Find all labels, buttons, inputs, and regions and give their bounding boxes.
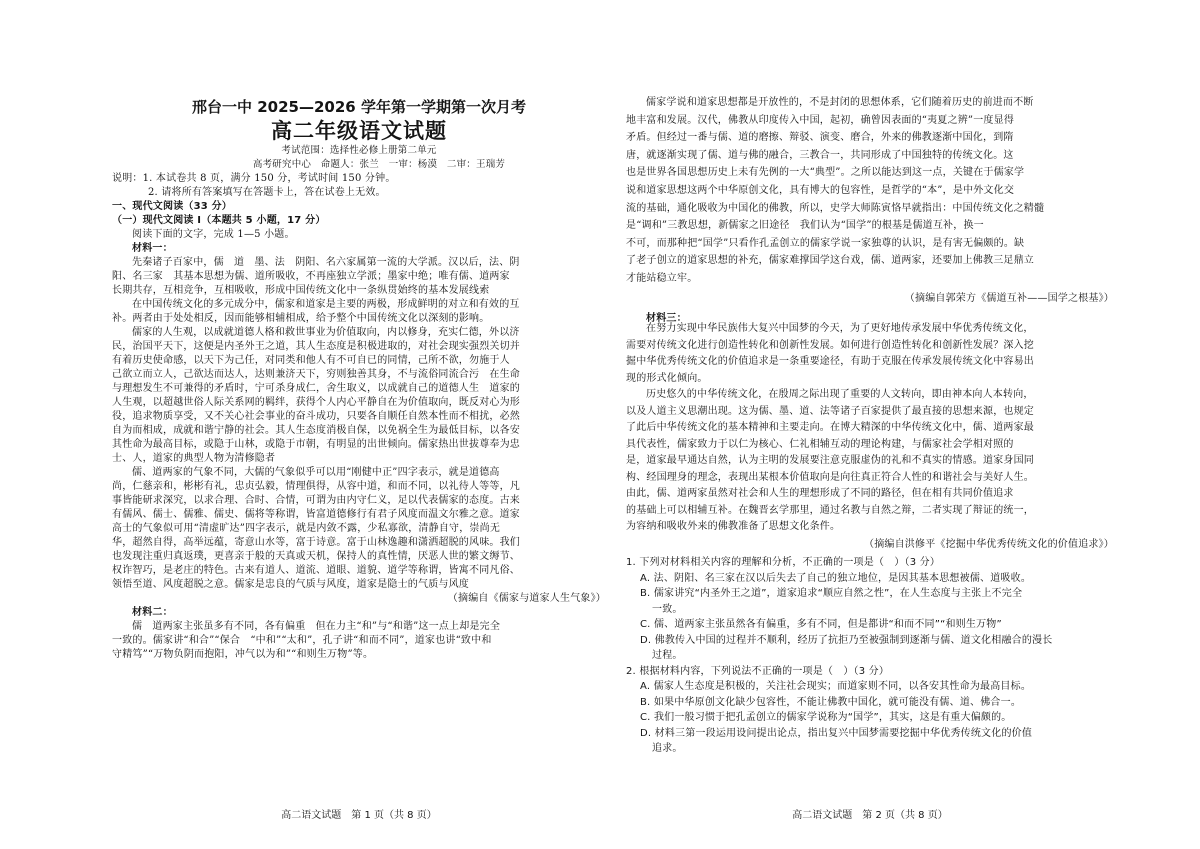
exam-note-1: 说明：1. 本试卷共 8 页，满分 150 分，考试时间 150 分钟。 bbox=[112, 173, 396, 184]
page-2-footer: 高二语文试题 第 2 页（共 8 页） bbox=[792, 810, 948, 821]
text-line: 以及人道主义思潮出现。这为儒、墨、道、法等诸子百家提供了最直接的思想来源，也规定 bbox=[626, 405, 1034, 417]
material-1-label: 材料一： bbox=[132, 243, 173, 254]
text-line: 在中国传统文化的多元成分中，儒家和道家是主要的两极，形成鲜明的对立和有效的互 bbox=[132, 299, 520, 310]
page-1 bbox=[112, 0, 606, 849]
text-line: 自为而相成，成就和谐宁静的社会。其人生态度消极自保，以免祸全生为最低目标，以各安 bbox=[112, 425, 520, 436]
text-line: 领悟至道、风度超脱之意。儒家是忠良的气质与风度，道家是隐士的气质与风度 bbox=[112, 579, 469, 590]
exam-title: 邢台一中 2025—2026 学年第一学期第一次月考 bbox=[192, 98, 526, 116]
answer-option: C. 我们一般习惯于把孔孟创立的儒家学说称为“国学”，其实，这是有重大偏颇的。 bbox=[640, 712, 1012, 723]
material-2-source: （摘编自郭荣方《儒道互补——国学之根基》） bbox=[904, 293, 1114, 304]
answer-option: D. 佛教传入中国的过程并不顺利，经历了抗拒乃至被强制到逐渐与儒、道文化相融合的漫长 bbox=[640, 634, 1053, 646]
exam-subtitle: 高二年级语文试题 bbox=[271, 119, 447, 143]
text-line: 民，治国平天下，这便是内圣外王之道，其人生态度是积极进取的，对社会现实强烈关切并 bbox=[112, 341, 520, 352]
text-line: 由此，儒、道两家虽然对社会和人生的理想形成了不同的路径，但在相有共同价值追求 bbox=[626, 488, 1014, 499]
text-line: 才能站稳立牢。 bbox=[626, 273, 698, 284]
instruction: 阅读下面的文字，完成 1—5 小题。 bbox=[132, 229, 295, 240]
page-1-footer: 高二语文试题 第 1 页（共 8 页） bbox=[281, 810, 437, 821]
text-line: 士、人，道家的典型人物为清修隐者 bbox=[112, 453, 276, 464]
question-stem: 1. 下列对材料相关内容的理解和分析，不正确的一项是（ ）（3 分） bbox=[626, 557, 941, 568]
text-line: 己欲立而立人，己欲达而达人，达则兼济天下，穷则独善其身，不与流俗同流合污 在生命 bbox=[112, 369, 520, 380]
subsection-heading: （一）现代文阅读 Ⅰ（本题共 5 小题，17 分） bbox=[112, 215, 326, 226]
text-line: 为容纳和吸收外来的佛教准备了思想文化条件。 bbox=[626, 521, 841, 532]
option-continuation: 过程。 bbox=[652, 650, 683, 661]
text-line: 具代表性，儒家致力于以仁为核心、仁礼相辅互动的理论构建，与儒家社会学相对照的 bbox=[626, 438, 1014, 450]
question-stem: 2. 根据材料内容，下列说法不正确的一项是（ ）（3 分） bbox=[626, 665, 890, 677]
text-line: 尚，仁慈亲和，彬彬有礼，忠贞弘毅，情理俱得，从容中道，和而不同，以礼待人等等，凡 bbox=[112, 481, 520, 492]
option-continuation: 追求。 bbox=[652, 743, 683, 754]
text-line: 役，追求物质享受，又不关心社会事业的奋斗成功，只要各自顺任自然本性而不相扰，必然 bbox=[112, 411, 520, 422]
text-line: 权诈智巧，是老庄的特色。古来有道人、道流、道眼、道貌、道学等称谓，皆寓不同凡俗、 bbox=[112, 565, 520, 576]
text-line: 事皆能研求深究，以求合理、合时、合情，可谓为由内守仁义，足以代表儒家的态度。古来 bbox=[112, 495, 520, 506]
text-line: 也发现注重归真返璞，更喜亲于般的天真或天机，保持人的真性情，厌恶人世的繁文缛节、 bbox=[112, 551, 520, 562]
text-line: 其性命为最高目标，或隐于山林，或隐于市朝，有明显的出世倾向。儒家热出世拔尊奉为忠 bbox=[112, 439, 520, 450]
text-line: 是“调和”三教思想，新儒家之旧途径 我们认为“国学”的根基是儒道互补，换一 bbox=[626, 220, 984, 232]
text-line: 一致的。儒家讲“和合”“保合 “中和”“太和”，孔子讲“和而不同”，道家也讲“致中和 bbox=[112, 635, 492, 646]
text-line: 了老子创立的道家思想的补充，儒家难撑国学这台戏，儒、道两家，还要加上佛教三足鼎立 bbox=[626, 255, 1034, 267]
answer-option: B. 如果中华原创文化缺少包容性，不能让佛教中国化，就可能没有儒、道、佛合一。 bbox=[640, 696, 1022, 708]
text-line: 构、经国理身的理念，表现出某根本价值取向是向往真正符合人性的和谐社会与美好人生。 bbox=[626, 471, 1034, 483]
answer-option: A. 法、阴阳、名三家在汉以后失去了自己的独立地位，是因其基本思想被儒、道吸收。 bbox=[640, 572, 1032, 584]
text-line: 有着历史使命感，以天下为己任，对同类和他人有不可自已的同情，己所不欲，勿施于人 bbox=[112, 355, 510, 366]
text-line: 现的形式化倾向。 bbox=[626, 372, 708, 384]
answer-option: C. 儒、道两家主张虽然各有偏重，多有不同，但是都讲“和而不同”“和则生万物” bbox=[640, 619, 1002, 630]
section-heading: 一、现代文阅读（33 分） bbox=[112, 201, 232, 212]
text-line: 高士的气象似可用“清虚旷达”四字表示，就是内敛不露，少私寡欲，清静自守，崇尚无 bbox=[112, 523, 501, 534]
answer-option: D. 材料三第一段运用设问提出论点，指出复兴中国梦需要挖掘中华优秀传统文化的价值 bbox=[640, 727, 1033, 739]
text-line: 华，超然自得，高举远蕴，寄意山水等，富于诗意。富于山林逸趣和潇洒超脱的风味。我们 bbox=[112, 537, 520, 548]
page-2 bbox=[626, 0, 1114, 849]
text-line: 流的基础，通化吸收为中国化的佛教，所以，史学大师陈寅恪早就指出：中国传统文化之精髓 bbox=[626, 202, 1045, 214]
text-line: 阳、名三家 其基本思想为儒、道所吸收，不再座独立学派；墨家中绝；唯有儒、道两家 bbox=[112, 271, 510, 282]
text-line: 先秦诸子百家中，儒 道 墨、法 阴阳、名六家属第一流的大学派。汉以后，法、阴 bbox=[132, 257, 520, 268]
answer-option: B. 儒家讲究“内圣外王之道”，道家追求“顺应自然之性”，在人生态度与主张上不完全 bbox=[640, 588, 1023, 599]
text-line: 儒、道两家的气象不同，大儒的气象似乎可以用“刚健中正”四字表示，就是道德高 bbox=[132, 467, 500, 478]
text-line: 有儒风、儒士、儒雅、儒史、儒将等称谓，皆富道德修行有君子风度而温文尔雅之意。道家 bbox=[112, 509, 520, 520]
material-1-source: （摘编自《儒家与道家人生气象》） bbox=[447, 593, 606, 604]
text-line: 地丰富和发展。汉代，佛教从印度传入中国，起初，确曾因表面的“夷夏之辨”一度显得 bbox=[626, 114, 1015, 126]
answer-option: A. 儒家人生态度是积极的，关注社会现实；而道家则不同，以各安其性命为最高目标。 bbox=[640, 681, 1032, 692]
text-line: 唐，就逐渐实现了儒、道与佛的融合，三教合一，共同形成了中国独特的传统文化。这 bbox=[626, 149, 1014, 161]
exam-note-2: 2. 请将所有答案填写在答题卡上，答在试卷上无效。 bbox=[148, 187, 386, 198]
option-continuation: 一致。 bbox=[652, 603, 683, 615]
text-line: 人生观，以超越世俗人际关系网的羁绊，获得个人内心平静自在为价值取向，既反对心为形 bbox=[112, 397, 520, 408]
text-line: 守精笃”“万物负阴而抱阳，冲气以为和”“和则生万物”等。 bbox=[112, 649, 374, 660]
text-line: 儒家学说和道家思想都是开放性的，不是封闭的思想体系，它们随着历史的前进而不断 bbox=[646, 97, 1034, 108]
text-line: 历史悠久的中华传统文化，在殷周之际出现了重要的人文转向，即由神本向人本转向， bbox=[646, 389, 1034, 400]
exam-scope: 考试范围：选择性必修上册第二单元 bbox=[281, 145, 437, 156]
material-2-label: 材料二： bbox=[132, 607, 173, 618]
text-line: 矛盾。但经过一番与儒、道的磨擦、辩驳、演变、磨合，外来的佛教逐渐中国化，到隋 bbox=[626, 132, 1014, 144]
text-line: 掘中华优秀传统文化的价值追求是一条重要途径，有助于克服在传承发展传统文化中容易出 bbox=[626, 356, 1034, 367]
text-line: 的基础上可以相辅互补。在魏晋玄学那里，通过名教与自然之辩，二者实现了辩证的统一， bbox=[626, 504, 1034, 516]
text-line: 说和道家思想这两个中华原创文化，具有博大的包容性，是哲学的“本”，是中外文化交 bbox=[626, 185, 1015, 196]
text-line: 与理想发生不可兼得的矛盾时，宁可杀身成仁，舍生取义，以成就自己的道德人生 道家的 bbox=[112, 383, 520, 394]
text-line: 长期共存，互相竞争，互相吸收，形成中国传统文化中一条纵贯始终的基本发展线索 bbox=[112, 285, 490, 296]
text-line: 儒 道两家主张虽多有不同，各有偏重 但在力主“和”与“和谐”这一点上却是完全 bbox=[132, 621, 501, 632]
text-line: 不可，而那种把“国学”只看作孔孟创立的儒家学说一家独尊的认识，是有害无偏颇的。缺 bbox=[626, 237, 1025, 249]
text-line: 补。两者由于处处相反，因而能够相辅相成，给予整个中国传统文化以深刻的影响。 bbox=[112, 313, 490, 324]
text-line: 儒家的人生观，以成就道德人格和救世事业为价值取向，内以修身，充实仁德，外以济 bbox=[132, 327, 520, 338]
text-line: 了此后中华传统文化的基本精神和主要走向。在博大精深的中华传统文化中，儒、道两家最 bbox=[626, 422, 1034, 433]
text-line: 需要对传统文化进行创造性转化和创新性发展。如何进行创造性转化和创新性发展？深入挖 bbox=[626, 339, 1034, 351]
text-line: 是，道家最早通达自然，认为主明的发展要注意克服虚伪的礼和不真实的情感。道家身国同 bbox=[626, 455, 1034, 466]
exam-authors: 高考研究中心 命题人：张兰 一审：杨漠 二审：王瑞芳 bbox=[252, 159, 506, 170]
text-line: 也是世界各国思想历史上未有先例的一大“典型”。之所以能达到这一点，关键在于儒家学 bbox=[626, 167, 1025, 179]
material-3-source: （摘编自洪修平《挖掘中华优秀传统文化的价值追求》） bbox=[864, 539, 1114, 550]
material-3-label: 材料三： bbox=[646, 313, 687, 324]
text-line: 在努力实现中华民族伟大复兴中国梦的今天，为了更好地传承发展中华优秀传统文化， bbox=[646, 323, 1034, 334]
